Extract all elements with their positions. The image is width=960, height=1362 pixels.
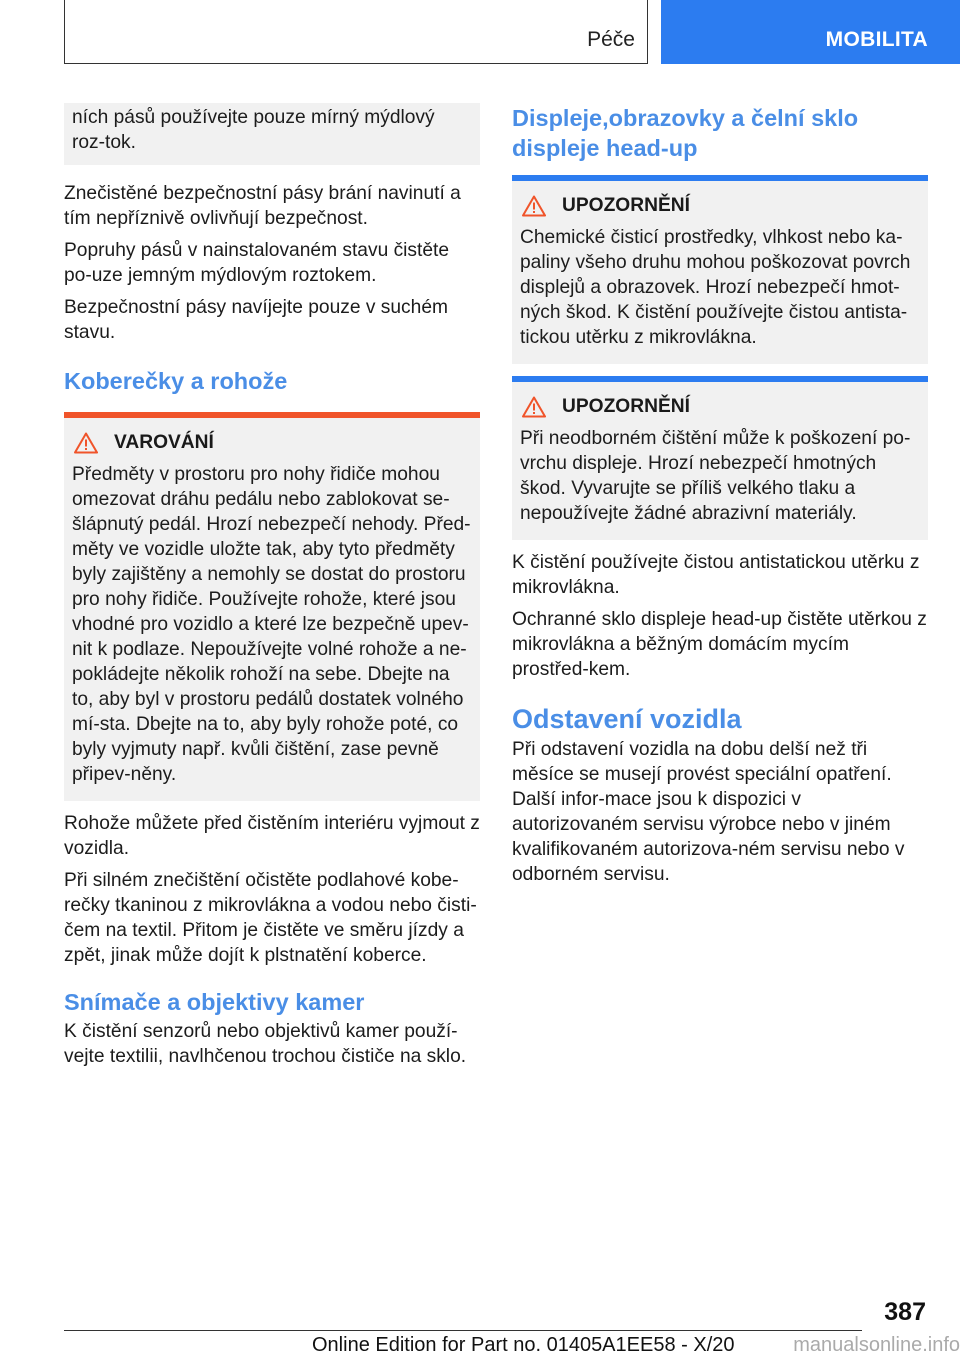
notice-text: Při neodborném čištění může k poškození po-vrchu displeje. Hrozí nebezpečí hmotných škod. Vyvarujte se příliš velkého tlaku a nepoužívejte žádné abrazivní materiály. <box>520 428 911 524</box>
paragraph: Ochranné sklo displeje head-up čistěte utěrkou z mikrovlákna a běžným domácím mycím prostřed-kem. <box>512 609 927 680</box>
section-heading-parking: Odstavení vozidla <box>512 704 742 734</box>
paragraph: K čistění senzorů nebo objektivů kamer použí-vejte textilii, navlhčenou trochou čističe na sklo. <box>64 1021 467 1067</box>
paragraph: K čistění používejte čistou antistatickou utěrku z mikrovlákna. <box>512 552 920 598</box>
notice-title: UPOZORNĚNÍ <box>562 396 690 417</box>
right-column <box>512 103 928 894</box>
continued-note-box <box>64 103 480 165</box>
paragraph: Znečistěné bezpečnostní pásy brání navinutí a tím nepříznivě ovlivňují bezpečnost. <box>64 183 461 229</box>
warning-triangle-icon <box>522 195 546 217</box>
section-heading-carpets: Koberečky a rohože <box>64 368 288 394</box>
continued-note-text: ních pásů používejte pouze mírný mýdlový roz-tok. <box>72 107 435 153</box>
warning-triangle-icon <box>74 432 98 454</box>
notice-box <box>512 175 928 364</box>
paragraph: Bezpečnostní pásy navíjejte pouze v suchém stavu. <box>64 297 448 343</box>
section-label: Péče <box>587 28 635 51</box>
left-column <box>64 103 480 1076</box>
paragraph: Rohože můžete před čistěním interiéru vyjmout z vozidla. <box>64 813 480 859</box>
paragraph: Při silném znečištění očistěte podlahové kobe-rečky tkaninou z mikrovlákna a vodou nebo čisti-čem na textil. Přitom je čistěte ve směru jízdy a zpět, jinak může dojít k plstnatění koberce. <box>64 870 477 966</box>
chapter-label: MOBILITA <box>825 28 928 51</box>
watermark: manualsonline.info <box>789 1334 960 1357</box>
warning-box <box>64 412 480 801</box>
section-heading-sensors: Snímače a objektivy kamer <box>64 989 365 1015</box>
header-section-tab <box>64 0 648 64</box>
paragraph: Při odstavení vozidla na dobu delší než tři měsíce se musejí provést speciální opatření. Další infor-mace jsou k dispozici v autorizovaném servisu výrobce nebo v jiném kvalifikovaném autorizova-ném servisu nebo v odborném servisu. <box>512 739 905 885</box>
notice-title: UPOZORNĚNÍ <box>562 195 690 216</box>
warning-triangle-icon <box>522 396 546 418</box>
notice-box <box>512 376 928 540</box>
warning-text: Předměty v prostoru pro nohy řidiče mohou omezovat dráhu pedálu nebo zablokovat se-šlápnutý pedál. Hrozí nebezpečí nehody. Před-měty ve vozidle uložte tak, aby tyto předměty byly zajištěny a nemohly se dostat do prostoru pro nohy řidiče. Používejte rohože, které jsou vhodné pro vozidlo a které lze bezpečně upev-nit k podlaze. Nepoužívejte volné rohože a ne-pokládejte několik rohoží na sebe. Dbejte na to, aby byl v prostoru pedálů dostatek volného mí-sta. Dbejte na to, aby byly rohože poté, co byly vyjmuty např. kvůli čištění, zase pevně připev-něny. <box>72 464 471 785</box>
page-number: 387 <box>884 1298 926 1326</box>
paragraph: Popruhy pásů v nainstalovaném stavu čistěte po-uze jemným mýdlovým roztokem. <box>64 240 450 286</box>
section-heading-displays: Displeje,obrazovky a čelní sklo displeje head-up <box>512 105 859 161</box>
header-chapter-tab <box>661 0 960 64</box>
notice-text: Chemické čisticí prostředky, vlhkost nebo ka-paliny všeho druhu mohou poškozovat povrch displejů a obrazovek. Hrozí nebezpečí hmot-ných škod. K čistění používejte čistou antista-tickou utěrku z mikrovlákna. <box>520 227 911 348</box>
warning-title: VAROVÁNÍ <box>114 432 214 453</box>
edition-text: Online Edition for Part no. 01405A1EE58 - X/20 <box>312 1334 735 1356</box>
footer-divider <box>64 1330 862 1331</box>
